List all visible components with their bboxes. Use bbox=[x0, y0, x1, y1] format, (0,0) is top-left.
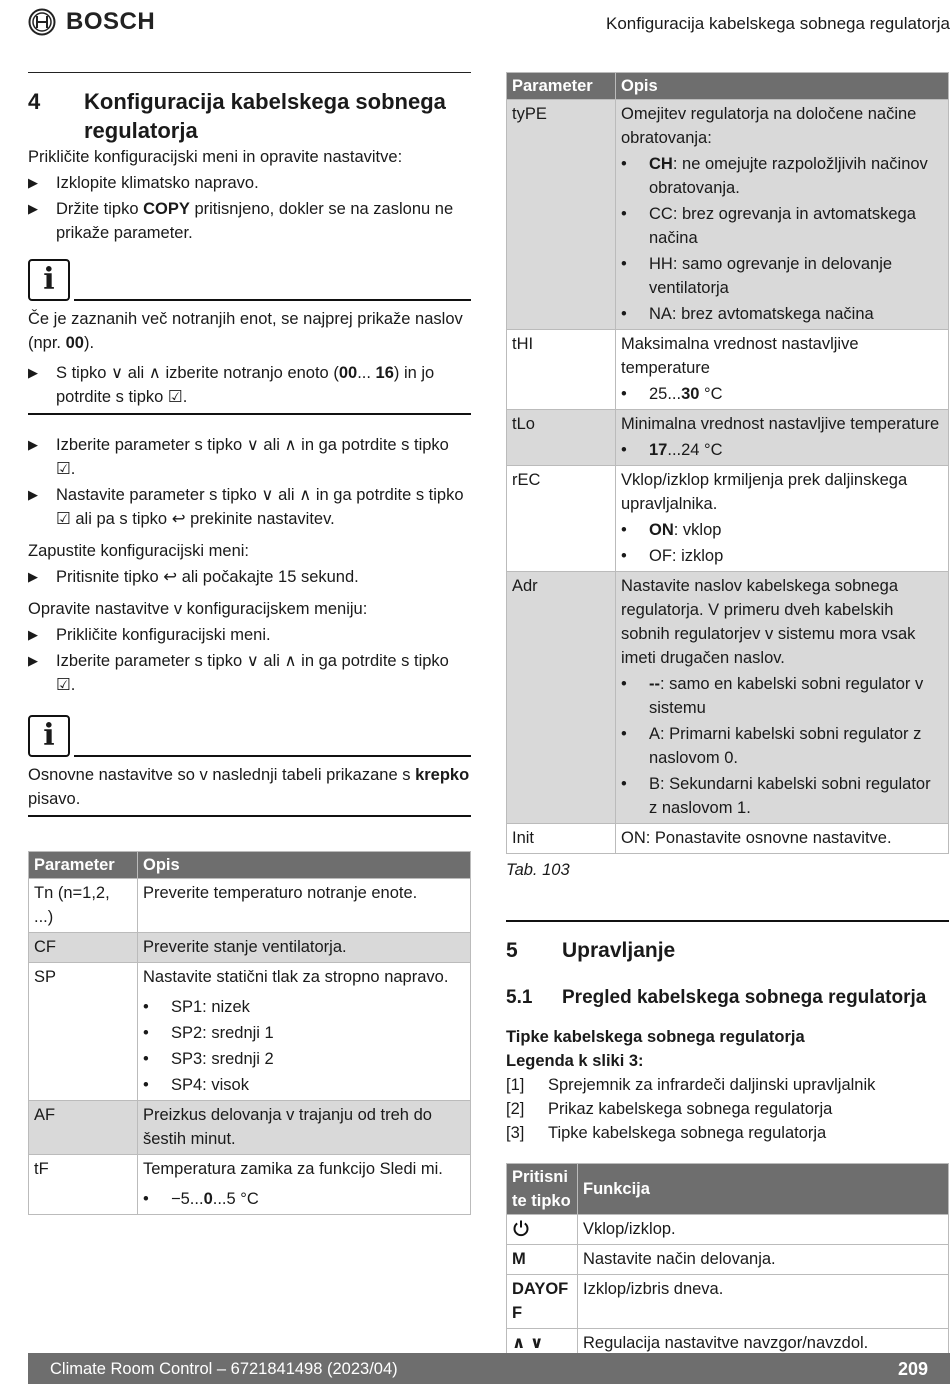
table-row: AF Preizkus delovanja v trajanju od treh do šestih minut. bbox=[29, 1101, 471, 1155]
down-key-icon: ∨ bbox=[530, 1334, 544, 1352]
table-caption: Tab. 103 bbox=[506, 861, 570, 879]
key-function-table: Pritisni te tipko Funkcija Vklop/izklop. M Nastavite način delovanja. DAYOF F Izklop/izbris dneva. ∧ ∨ Regulacija nastavitve navzgor/navzdol. bbox=[506, 1163, 949, 1359]
parameter-table-left: Parameter Opis Tn (n=1,2, ...) Preverite temperaturo notranje enote. CF Preverite stanje ventilatorja. SP Nastavite statični tlak za stropno napravo. • SP1: nizek • SP2: srednji 1 • SP3: srednji 2 • SP4: visok AF Preizkus delovanja v trajanju od treh do šestih minut. tF Temperatura zamika za funkcijo Sledi mi. • −5...0...5 °C bbox=[28, 851, 471, 1215]
info-icon: i bbox=[28, 715, 70, 757]
step-arrow-icon: ▶ bbox=[28, 627, 38, 642]
step-arrow-icon: ▶ bbox=[28, 437, 38, 452]
step-arrow-icon: ▶ bbox=[28, 487, 38, 502]
page-footer bbox=[28, 1353, 950, 1384]
section-4-heading: 4 Konfiguracija kabelskega sobnega regulatorja bbox=[28, 89, 446, 143]
parameter-table-right: Parameter Opis tyPE Omejitev regulatorja na določene načine obratovanja: • CH: ne omejujte razpoložljivih načinov obratovanja. • CC: brez ogrevanja in avtomatskega načina • HH: samo ogrevanje in delovanje ventilatorja • NA: brez avtomatskega načina tHI Maksimalna vrednost nastavljive temperature • 25...30 °C tLo Minimalna vrednost nastavljive temperature • 17...24 °C rEC Vklop/izklop krmiljenja prek daljinskega upravljalnika. • ON: vklop • OF: izklop Adr Nastavite naslov kabelskega sobnega regulatorja. V primeru dveh kabelskih sobnih regulatorjev v sistemu mora vsak imeti drugačen naslov. • --: samo en kabelski sobni regulator v sistemu • A: Primarni kabelski sobni regulator z naslovom 0. • B: Sekundarni kabelski sobni regulator z naslovom 1. Init ON: Ponastavite osnovne nastavitve. bbox=[506, 72, 949, 854]
table-row: Adr Nastavite naslov kabelskega sobnega regulatorja. V primeru dveh kabelskih sobnih regulatorjev v sistemu mora vsak imeti drugačen naslov. • --: samo en kabelski sobni regulator v sistemu • A: Primarni kabelski sobni regulator z naslovom 0. • B: Sekundarni kabelski sobni regulator z naslovom 1. bbox=[507, 572, 949, 824]
table-row: DAYOF F Izklop/izbris dneva. bbox=[507, 1275, 949, 1329]
step-arrow-icon: ▶ bbox=[28, 653, 38, 668]
table-row: CF Preverite stanje ventilatorja. bbox=[29, 933, 471, 963]
table-row: Tn (n=1,2, ...) Preverite temperaturo notranje enote. bbox=[29, 879, 471, 933]
step-item: ▶ Izberite parameter s tipko ∨ ali ∧ in ga potrdite s tipko ☑. bbox=[28, 649, 471, 697]
down-key-icon: ∨ bbox=[246, 652, 259, 670]
up-key-icon: ∧ bbox=[148, 364, 161, 382]
step-item: ▶ Izberite parameter s tipko ∨ ali ∧ in ga potrdite s tipko ☑. bbox=[28, 433, 471, 481]
power-icon bbox=[512, 1219, 530, 1237]
step-item: ▶ S tipko ∨ ali ∧ izberite notranjo enoto (00... 16) in jo potrdite s tipko ☑. bbox=[28, 361, 471, 409]
step-item: ▶ Prikličite konfiguracijski meni. bbox=[28, 623, 471, 647]
keys-title: Tipke kabelskega sobnega regulatorja bbox=[506, 1028, 805, 1046]
footer-doc-info: Climate Room Control – 6721841498 (2023/04) bbox=[50, 1359, 398, 1378]
legend-list bbox=[506, 1073, 949, 1145]
table-row: tyPE Omejitev regulatorja na določene načine obratovanja: • CH: ne omejujte razpoložljivih načinov obratovanja. • CC: brez ogrevanja in avtomatskega načina • HH: samo ogrevanje in delovanje ventilatorja • NA: brez avtomatskega načina bbox=[507, 100, 949, 330]
header-title: Konfiguracija kabelskega sobnega regulatorja bbox=[605, 14, 950, 33]
info-icon: i bbox=[28, 259, 70, 301]
table-row: tF Temperatura zamika za funkcijo Sledi mi. • −5...0...5 °C bbox=[29, 1155, 471, 1215]
up-key-icon: ∧ bbox=[284, 652, 297, 670]
table-row: M Nastavite način delovanja. bbox=[507, 1245, 949, 1275]
section-4-intro: Prikličite konfiguracijski meni in opravite nastavitve: bbox=[28, 148, 403, 166]
left-column bbox=[28, 72, 471, 1215]
step-item: ▶ Izklopite klimatsko napravo. bbox=[28, 171, 471, 195]
legend-item: [1] Sprejemnik za infrardeči daljinski upravljalnik bbox=[506, 1076, 876, 1094]
table-row: tHI Maksimalna vrednost nastavljive temperature • 25...30 °C bbox=[507, 330, 949, 410]
step-item: ▶ Pritisnite tipko ↩ ali počakajte 15 sekund. bbox=[28, 565, 471, 589]
step-arrow-icon: ▶ bbox=[28, 569, 38, 584]
legend-item: [3] Tipke kabelskega sobnega regulatorja bbox=[506, 1124, 827, 1142]
info-note-text: Če je zaznanih več notranjih enot, se najprej prikaže naslov (npr. 00). bbox=[28, 310, 463, 352]
confirm-key-icon: ☑ bbox=[56, 676, 71, 694]
table-row: Init ON: Ponastavite osnovne nastavitve. bbox=[507, 824, 949, 854]
info-note bbox=[28, 259, 471, 301]
down-key-icon: ∨ bbox=[111, 364, 124, 382]
step-arrow-icon: ▶ bbox=[28, 201, 38, 216]
section-5-heading: 5 Upravljanje bbox=[506, 939, 676, 962]
table-row: rEC Vklop/izklop krmiljenja prek daljinskega upravljalnika. • ON: vklop • OF: izklop bbox=[507, 466, 949, 572]
up-key-icon: ∧ bbox=[284, 436, 297, 454]
confirm-key-icon: ☑ bbox=[56, 510, 71, 528]
confirm-key-icon: ☑ bbox=[167, 388, 183, 406]
info-note-text: Osnovne nastavitve so v naslednji tabeli prikazane s krepko pisavo. bbox=[28, 766, 470, 808]
exit-title: Zapustite konfiguracijski meni: bbox=[28, 542, 250, 560]
page-number: 209 bbox=[897, 1358, 928, 1379]
down-key-icon: ∨ bbox=[246, 436, 259, 454]
step-item: ▶ Nastavite parameter s tipko ∨ ali ∧ in ga potrdite s tipko ☑ ali pa s tipko ↩ prekinite nastavitev. bbox=[28, 483, 471, 531]
back-key-icon: ↩ bbox=[163, 568, 178, 586]
info-note bbox=[28, 715, 471, 757]
section-5-1-heading: 5.1 Pregled kabelskega sobnega regulatorja bbox=[506, 987, 927, 1008]
brand-name: BOSCH bbox=[66, 8, 156, 35]
back-key-icon: ↩ bbox=[171, 510, 186, 528]
bosch-logo-icon bbox=[28, 8, 56, 36]
table-row: SP Nastavite statični tlak za stropno napravo. • SP1: nizek • SP2: srednji 1 • SP3: srednji 2 • SP4: visok bbox=[29, 963, 471, 1101]
table-row: tLo Minimalna vrednost nastavljive temperature • 17...24 °C bbox=[507, 410, 949, 466]
right-column bbox=[506, 72, 949, 1359]
legend-item: [2] Prikaz kabelskega sobnega regulatorja bbox=[506, 1100, 833, 1118]
up-key-icon: ∧ bbox=[512, 1334, 526, 1352]
menu-title: Opravite nastavitve v konfiguracijskem meniju: bbox=[28, 600, 368, 618]
confirm-key-icon: ☑ bbox=[56, 460, 71, 478]
step-item: ▶ Držite tipko COPY pritisnjeno, dokler se na zaslonu ne prikaže parameter. bbox=[28, 197, 471, 245]
step-arrow-icon: ▶ bbox=[28, 365, 38, 380]
bosch-logo bbox=[28, 8, 155, 36]
table-row: ∧ ∨ Regulacija nastavitve navzgor/navzdol. bbox=[507, 1329, 949, 1359]
step-arrow-icon: ▶ bbox=[28, 175, 38, 190]
down-key-icon: ∨ bbox=[261, 486, 274, 504]
page-header bbox=[28, 6, 950, 38]
table-row: Vklop/izklop. bbox=[507, 1215, 949, 1245]
legend-title: Legenda k sliki 3: bbox=[506, 1052, 644, 1070]
up-key-icon: ∧ bbox=[299, 486, 312, 504]
